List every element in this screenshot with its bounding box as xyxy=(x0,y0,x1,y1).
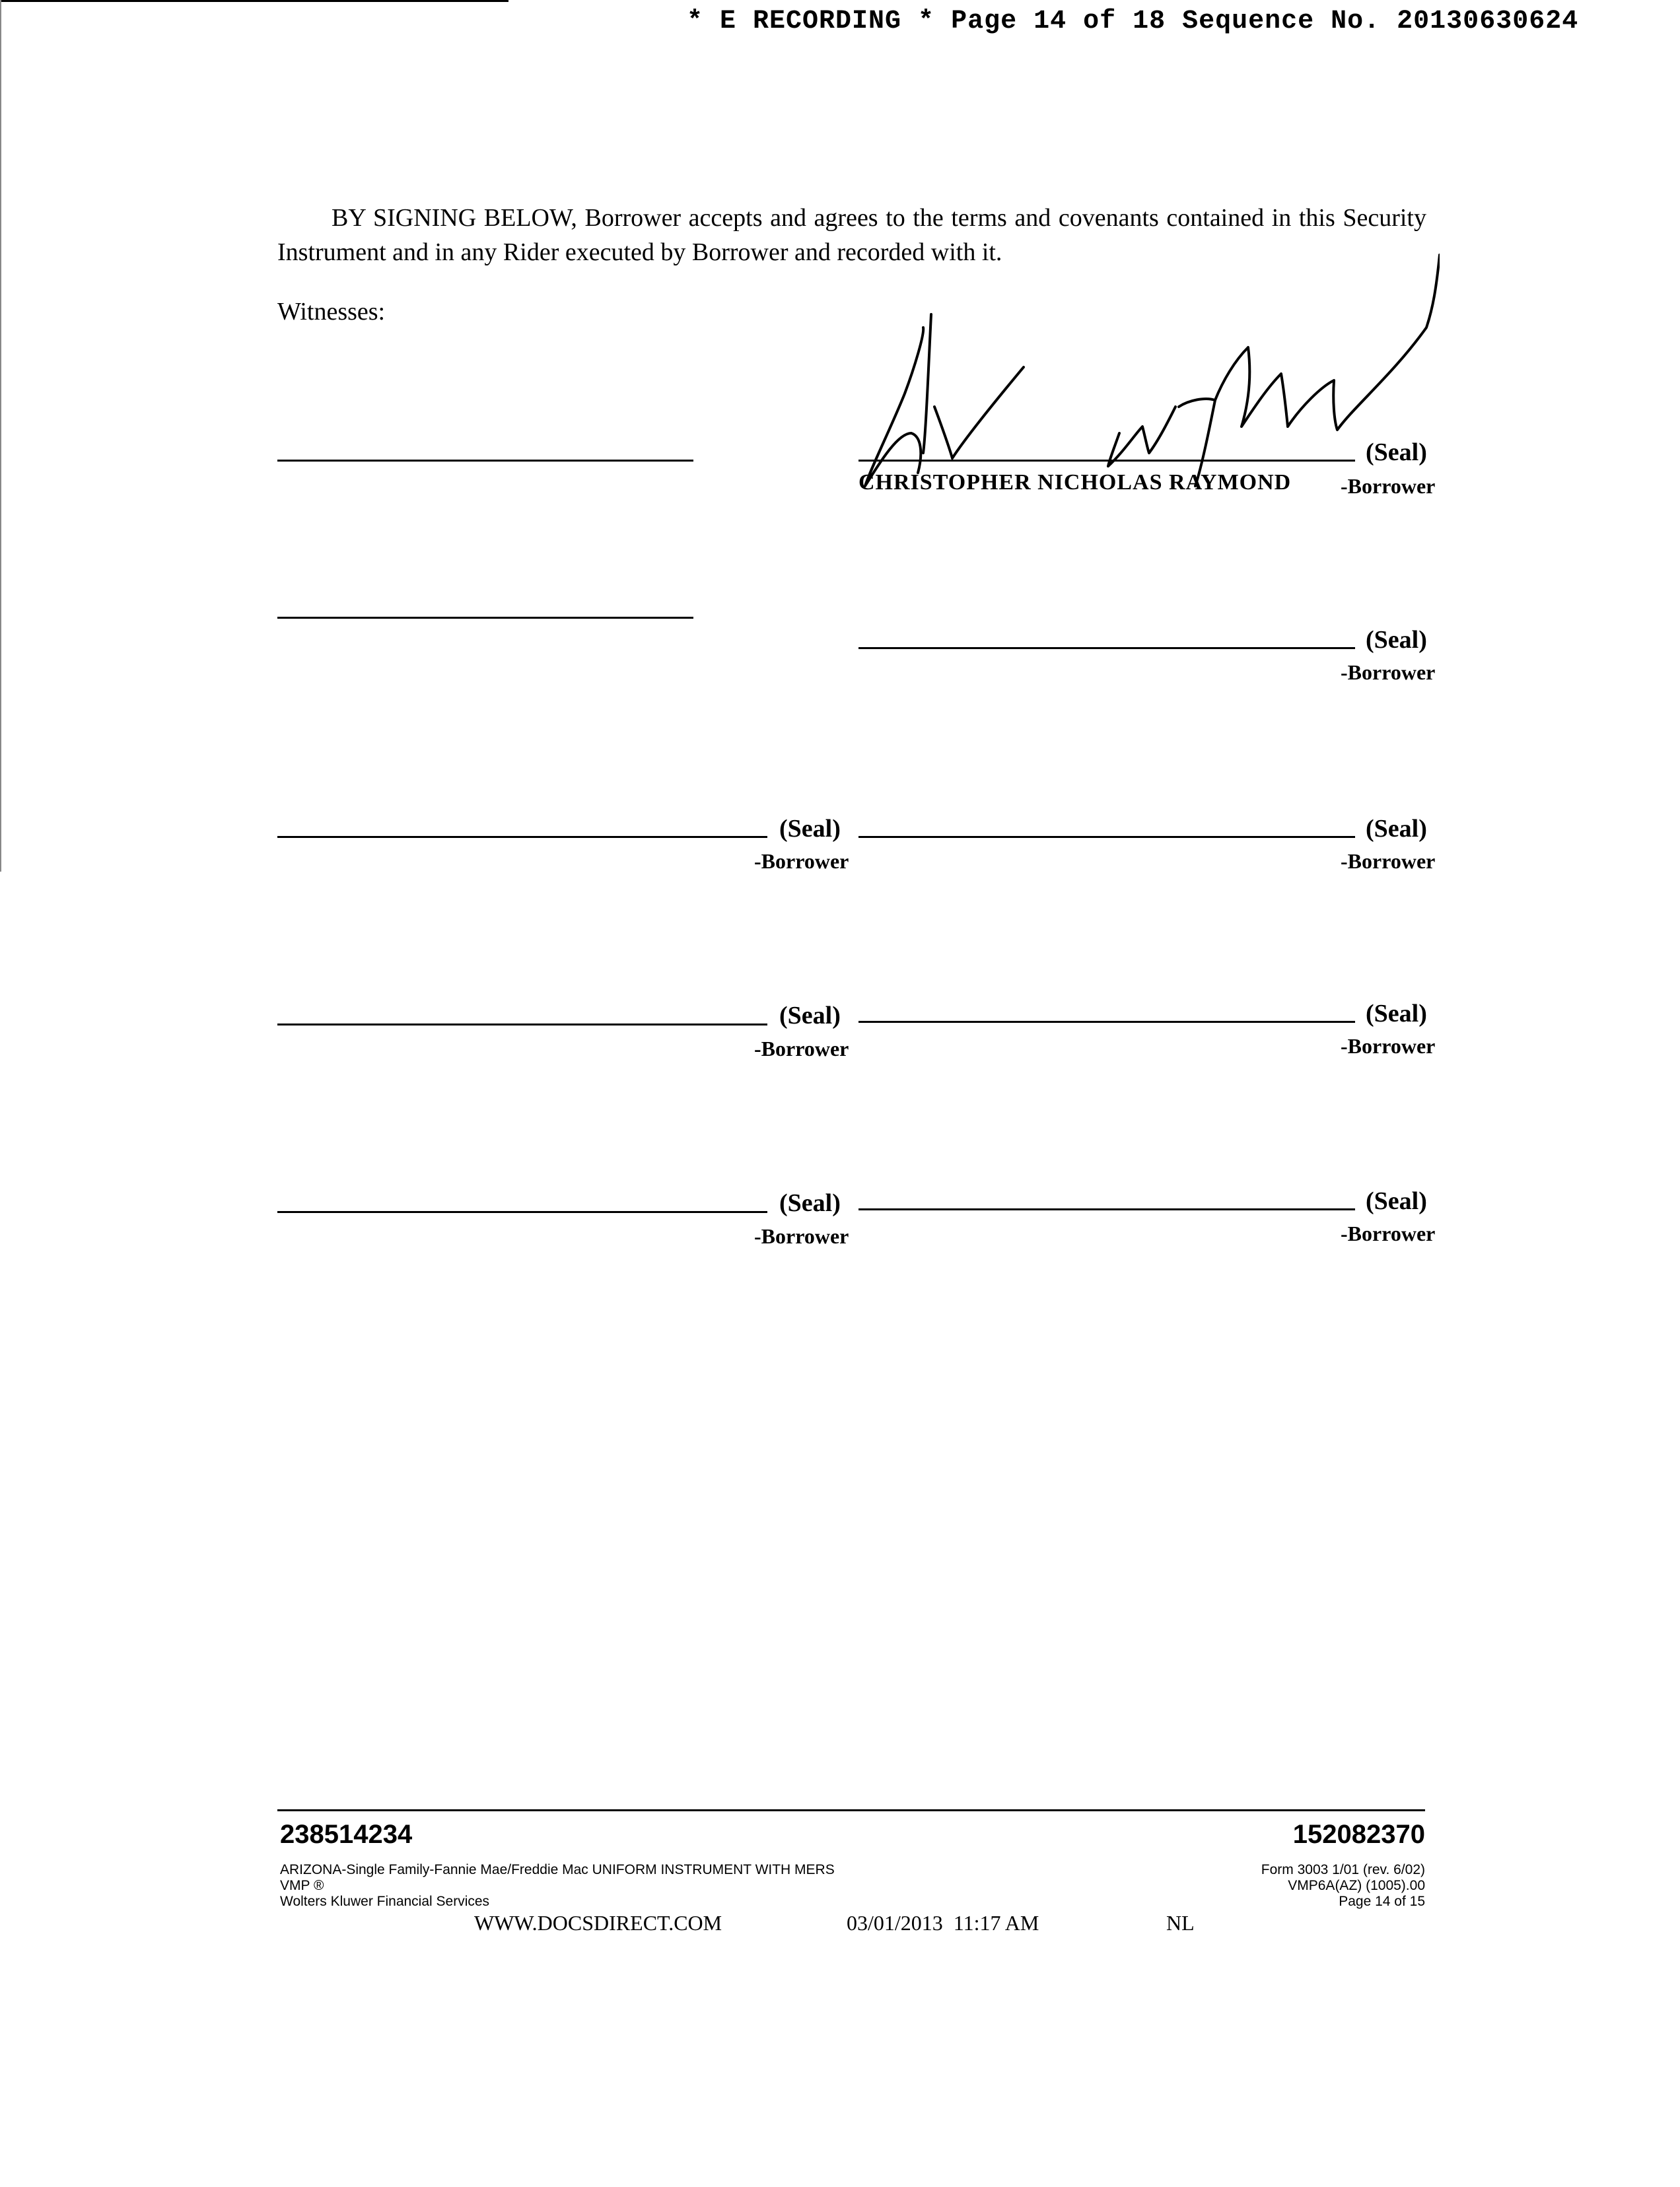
witnesses-label: Witnesses: xyxy=(277,298,386,326)
loan-number-left: 238514234 xyxy=(280,1820,413,1849)
borrower-label: -Borrower xyxy=(754,1224,849,1248)
borrower-line-3-left[interactable] xyxy=(277,836,767,838)
page-info: Page 14 of 15 xyxy=(1339,1894,1425,1909)
seal-label: (Seal) xyxy=(779,1002,841,1029)
seal-label: (Seal) xyxy=(779,815,841,843)
footer-divider xyxy=(277,1809,1425,1811)
borrower-line-5-left[interactable] xyxy=(277,1211,767,1213)
seal-label: (Seal) xyxy=(1366,1187,1427,1215)
borrower-label: -Borrower xyxy=(1341,660,1436,684)
borrower-label: -Borrower xyxy=(754,849,849,873)
borrower-line-4-right[interactable] xyxy=(858,1021,1355,1023)
borrower-label: -Borrower xyxy=(1341,1034,1436,1058)
website: WWW.DOCSDIRECT.COM xyxy=(474,1911,722,1935)
form-info-right xyxy=(1123,1862,1425,1910)
publisher: Wolters Kluwer Financial Services xyxy=(280,1894,490,1909)
witness-line-1[interactable] xyxy=(277,460,693,462)
borrower-label: -Borrower xyxy=(1341,849,1436,873)
witness-line-2[interactable] xyxy=(277,617,693,619)
loan-number-right: 152082370 xyxy=(1292,1820,1425,1849)
form-title: ARIZONA-Single Family-Fannie Mae/Freddie Mac UNIFORM INSTRUMENT WITH MERS xyxy=(280,1862,835,1877)
seal-label: (Seal) xyxy=(1366,815,1427,843)
borrower-line-2[interactable] xyxy=(858,647,1355,649)
borrower-line-3-right[interactable] xyxy=(858,836,1355,838)
borrower-signature xyxy=(845,248,1440,499)
borrower-name: CHRISTOPHER NICHOLAS RAYMOND xyxy=(858,470,1292,495)
borrower-line-4-left[interactable] xyxy=(277,1024,767,1025)
form-info-left xyxy=(280,1862,835,1910)
borrower-label: -Borrower xyxy=(754,1037,849,1060)
print-datetime: 03/01/2013 11:17 AM xyxy=(847,1911,1039,1935)
scan-left-edge xyxy=(0,0,1,872)
borrower-line-5-right[interactable] xyxy=(858,1208,1355,1210)
seal-label: (Seal) xyxy=(779,1189,841,1217)
scan-top-edge xyxy=(0,0,508,2)
seal-label: (Seal) xyxy=(1366,1000,1427,1027)
vmp-mark: VMP ® xyxy=(280,1878,324,1893)
form-code: VMP6A(AZ) (1005).00 xyxy=(1288,1878,1425,1893)
seal-label: (Seal) xyxy=(1366,626,1427,654)
signing-paragraph-text: BY SIGNING BELOW, Borrower accepts and agrees to the terms and covenants contained in this Security Instrument and in any Rider executed by Borrower and recorded with it. xyxy=(277,204,1426,266)
borrower-label: -Borrower xyxy=(1341,1222,1436,1245)
seal-label: (Seal) xyxy=(1366,438,1427,466)
recording-stamp: * E RECORDING * Page 14 of 18 Sequence No. 20130630624 xyxy=(687,7,1579,36)
preparer-initials: NL xyxy=(1166,1911,1195,1935)
form-number: Form 3003 1/01 (rev. 6/02) xyxy=(1261,1862,1425,1877)
borrower-label: -Borrower xyxy=(1341,474,1436,498)
borrower-line-primary[interactable] xyxy=(858,460,1355,462)
